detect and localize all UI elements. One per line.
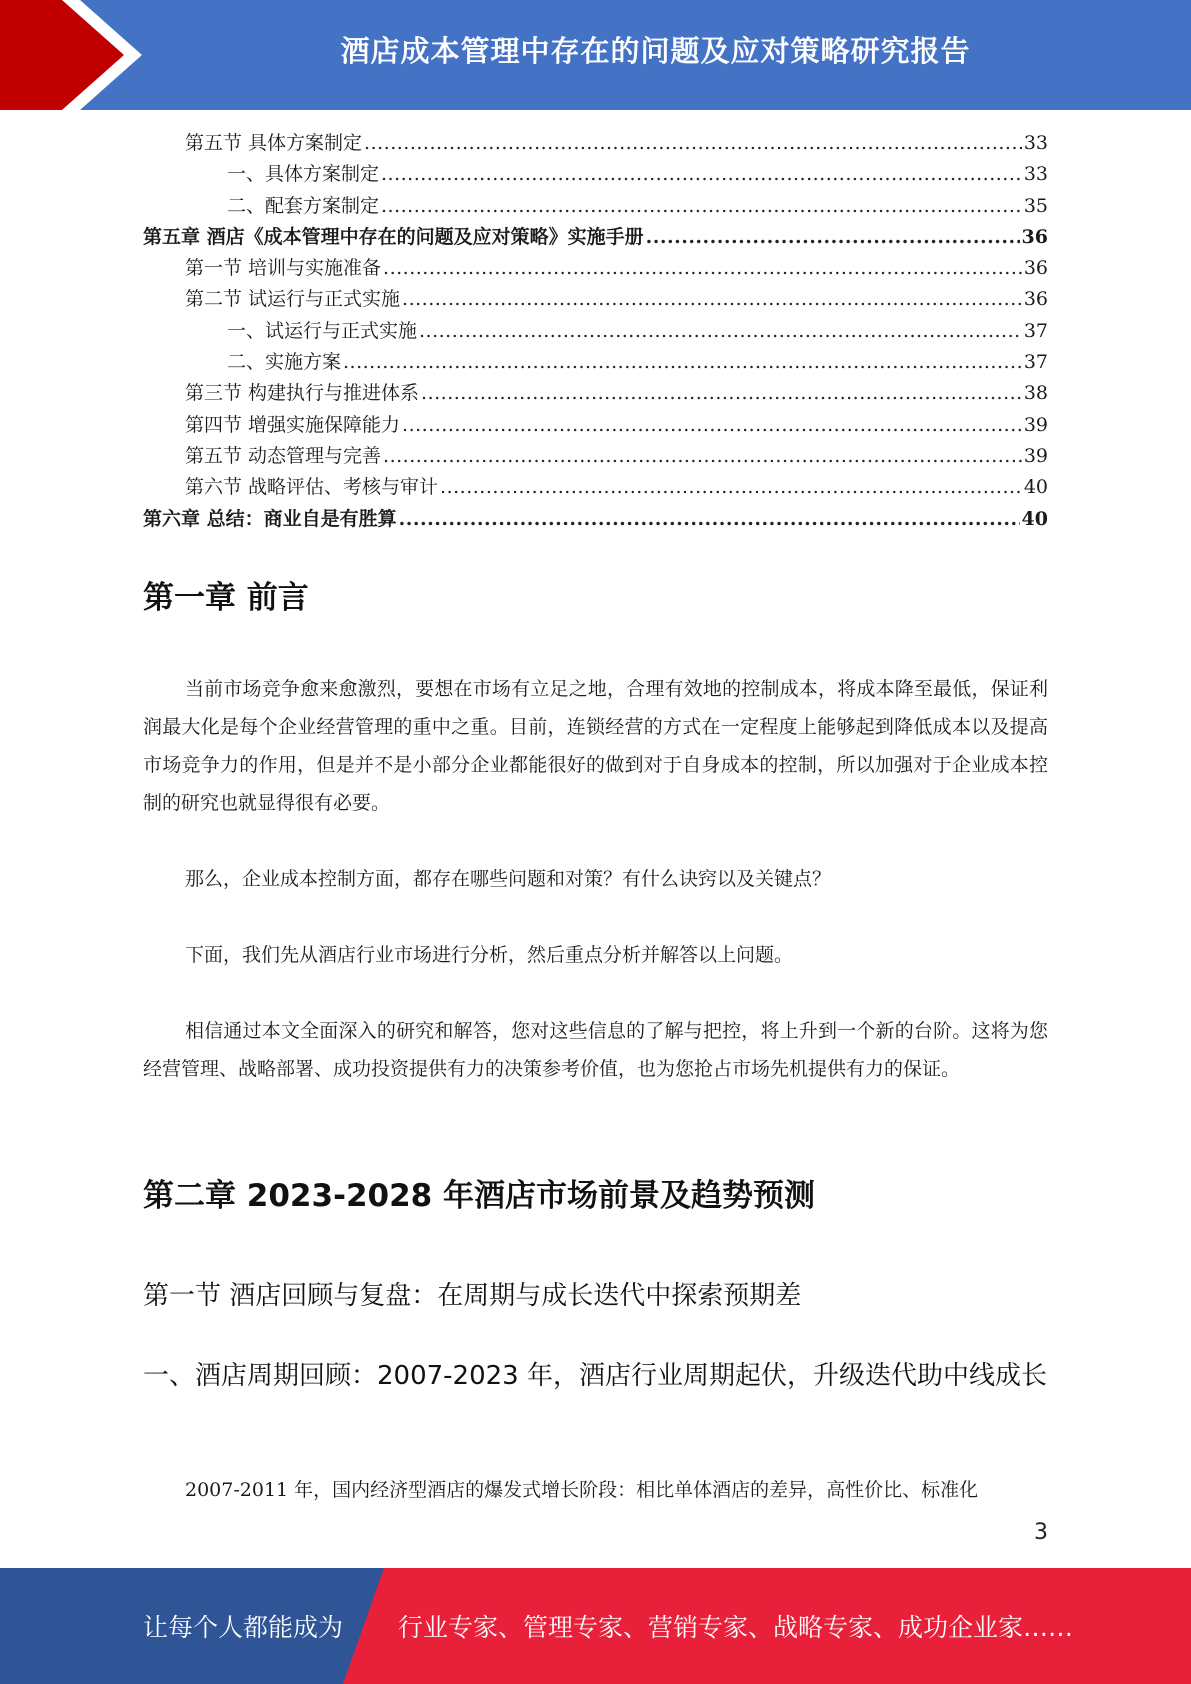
- toc-entry[interactable]: [143, 472, 1048, 503]
- toc-entry-page: 36: [1023, 288, 1048, 311]
- toc-entry[interactable]: [143, 504, 1048, 535]
- header-chevron-decoration: [0, 0, 160, 110]
- toc-entry-page: 36: [1023, 257, 1048, 280]
- toc-leader-dots: [381, 191, 1022, 222]
- toc-entry-page: 36: [1021, 225, 1048, 248]
- toc-leader-dots: [381, 159, 1022, 190]
- footer-slogan-right: 行业专家、管理专家、营销专家、战略专家、成功企业家……: [398, 1613, 1074, 1642]
- page-number: 3: [1034, 1520, 1048, 1545]
- table-of-contents: [143, 128, 1048, 535]
- toc-entry-title: 二、配套方案制定: [227, 194, 380, 217]
- toc-entry[interactable]: [143, 284, 1048, 315]
- page-footer: [0, 1568, 1191, 1684]
- toc-entry[interactable]: [143, 128, 1048, 159]
- toc-leader-dots: [421, 378, 1022, 409]
- chapter-heading: 第一章 前言: [143, 580, 309, 616]
- toc-leader-dots: [364, 128, 1022, 159]
- toc-entry-page: 35: [1023, 194, 1048, 217]
- toc-entry-page: 37: [1023, 351, 1048, 374]
- paragraph: 当前市场竞争愈来愈激烈，要想在市场有立足之地，合理有效地的控制成本，将成本降至最低，保证利润最大化是每个企业经营管理的重中之重。目前，连锁经营的方式在一定程度上能够起到降低成本以及提高市场竞争力的作用，但是并不是小部分企业都能很好的做到对于自身成本的控制，所以加强对于企业成本控制的研究也就显得很有必要。: [143, 678, 1048, 814]
- toc-entry-page: 38: [1023, 382, 1048, 405]
- toc-entry-page: 40: [1021, 507, 1048, 530]
- toc-entry-page: 39: [1023, 413, 1048, 436]
- toc-entry-title: 二、实施方案: [227, 351, 342, 374]
- toc-entry-page: 39: [1023, 444, 1048, 467]
- toc-entry-title: 第一节 培训与实施准备: [185, 257, 382, 280]
- toc-entry[interactable]: [143, 222, 1048, 253]
- toc-entry-title: 第三节 构建执行与推进体系: [185, 382, 420, 405]
- chapter-heading: 第二章 2023-2028 年酒店市场前景及趋势预测: [143, 1178, 816, 1214]
- toc-entry[interactable]: [143, 191, 1048, 222]
- toc-entry-title: 第六节 战略评估、考核与审计: [185, 476, 439, 499]
- toc-leader-dots: [419, 316, 1022, 347]
- toc-leader-dots: [646, 222, 1020, 253]
- toc-entry[interactable]: [143, 253, 1048, 284]
- toc-entry-title: 第二节 试运行与正式实施: [185, 288, 401, 311]
- toc-entry-title: 第五章 酒店《成本管理中存在的问题及应对策略》实施手册: [143, 225, 644, 248]
- toc-leader-dots: [402, 410, 1022, 441]
- toc-entry-title: 一、具体方案制定: [227, 163, 380, 186]
- toc-entry[interactable]: [143, 347, 1048, 378]
- toc-entry-title: 第六章 总结：商业自是有胜算: [143, 507, 397, 530]
- toc-entry[interactable]: [143, 441, 1048, 472]
- toc-leader-dots: [399, 504, 1020, 535]
- toc-entry-page: 37: [1023, 319, 1048, 342]
- toc-entry-title: 第五节 动态管理与完善: [185, 444, 382, 467]
- paragraph: 2007-2011 年，国内经济型酒店的爆发式增长阶段：相比单体酒店的差异，高性价比、标准化: [185, 1479, 979, 1501]
- toc-entry-page: 40: [1023, 476, 1048, 499]
- toc-leader-dots: [383, 441, 1022, 472]
- page-header: [0, 0, 1191, 110]
- toc-entry-title: 第四节 增强实施保障能力: [185, 413, 401, 436]
- paragraph: 相信通过本文全面深入的研究和解答，您对这些信息的了解与把控，将上升到一个新的台阶。这将为您经营管理、战略部署、成功投资提供有力的决策参考价值，也为您抢占市场先机提供有力的保证。: [143, 1020, 1048, 1080]
- toc-leader-dots: [440, 472, 1022, 503]
- toc-entry-title: 一、试运行与正式实施: [227, 319, 418, 342]
- subsection-heading: 一、酒店周期回顾：2007-2023 年，酒店行业周期起伏，升级迭代助中线成长: [143, 1361, 1047, 1391]
- document-title: 酒店成本管理中存在的问题及应对策略研究报告: [340, 33, 971, 68]
- toc-leader-dots: [383, 253, 1022, 284]
- toc-entry[interactable]: [143, 410, 1048, 441]
- toc-entry[interactable]: [143, 316, 1048, 347]
- paragraph: 那么，企业成本控制方面，都存在哪些问题和对策？有什么诀窍以及关键点？: [185, 868, 832, 890]
- toc-entry-page: 33: [1023, 163, 1048, 186]
- section-heading: 第一节 酒店回顾与复盘：在周期与成长迭代中探索预期差: [143, 1281, 802, 1311]
- toc-entry-title: 第五节 具体方案制定: [185, 132, 363, 154]
- toc-entry[interactable]: [143, 378, 1048, 409]
- toc-entry[interactable]: [143, 159, 1048, 190]
- footer-slogan-left: 让每个人都能成为: [143, 1613, 344, 1642]
- toc-leader-dots: [402, 284, 1022, 315]
- toc-leader-dots: [343, 347, 1022, 378]
- toc-entry-page: 33: [1023, 132, 1048, 154]
- paragraph: 下面，我们先从酒店行业市场进行分析，然后重点分析并解答以上问题。: [185, 944, 794, 966]
